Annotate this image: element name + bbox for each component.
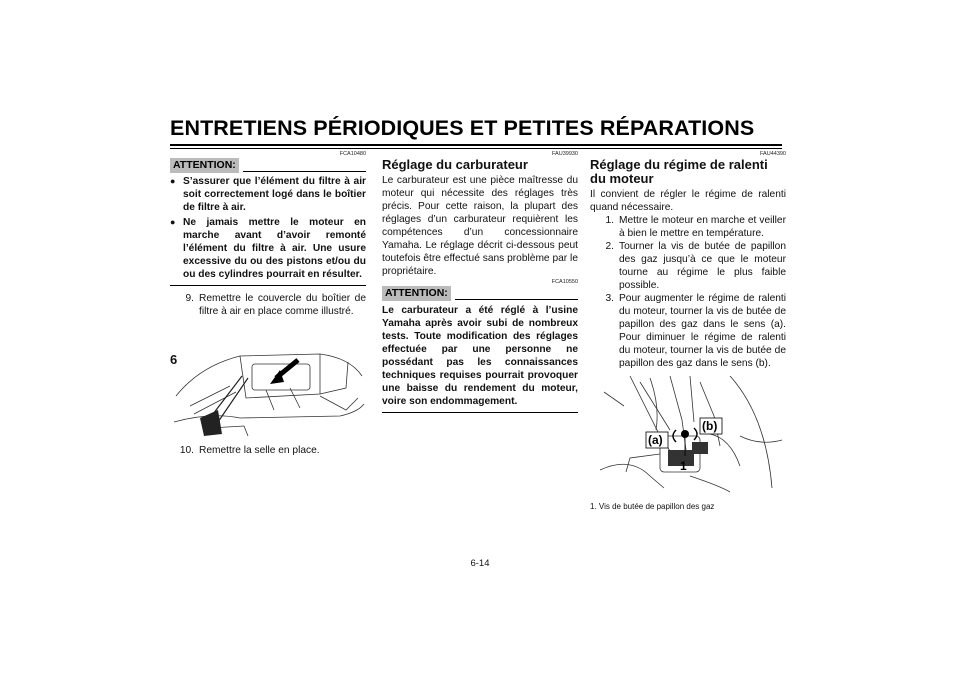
bullet-item <box>170 216 366 281</box>
air-filter-drawing <box>170 326 366 438</box>
direction-a-label: (a) <box>648 433 663 447</box>
page-header <box>170 116 782 149</box>
bullet-text: Ne jamais mettre le moteur en marche avant d’avoir remonté l’élément du filtre à air. Une usure excessive du ou des pistons et/ou du ou des cylindres pourrait en résulter. <box>183 217 366 280</box>
screw-icon <box>681 430 689 438</box>
attention-rule <box>243 171 366 172</box>
step-number: 2. <box>605 241 614 252</box>
attention-end-rule <box>170 285 366 286</box>
header-rule-thin <box>170 148 782 149</box>
attention-header <box>382 286 578 301</box>
section-intro: Il convient de régler le régime de ralenti quand nécessaire. <box>590 189 786 213</box>
step-text: Remettre le couvercle du boîtier de filtre à air en place comme illustré. <box>199 293 366 317</box>
reference-code: FCA10550 <box>551 279 578 285</box>
bullet-icon: ● <box>170 217 176 227</box>
step-number: 1. <box>605 215 614 226</box>
step-1 <box>590 214 786 240</box>
reference-code: FCA10480 <box>339 151 366 157</box>
step-3 <box>590 292 786 370</box>
rotate-right-arrow-icon <box>694 428 697 440</box>
step-10 <box>170 444 366 457</box>
step-number: 9. <box>185 293 194 304</box>
step-text: Pour augmenter le régime de ralenti du moteur, tourner la vis de butée de papillon des gaz dans le sens (a). Pour diminuer le régime de ralenti du moteur, tourner la vis de butée de papillon des gaz dans le sens (b). <box>619 293 786 369</box>
bullet-icon: ● <box>170 176 176 186</box>
reference-code: FAU39930 <box>552 151 578 157</box>
throttle-screw-illustration <box>590 376 786 494</box>
page-title: ENTRETIENS PÉRIODIQUES ET PETITES RÉPARATIONS <box>170 116 755 140</box>
attention-badge: ATTENTION: <box>170 158 239 173</box>
attention-rule <box>455 299 578 300</box>
attention-end-rule <box>382 412 578 413</box>
header-rule <box>170 144 782 146</box>
section-paragraph: Le carburateur est une pièce maîtresse du moteur qui nécessite des réglages très précis. Pour cette raison, la plupart des réglages d’un carburateur requièrent les compétences d’un concessionnaire Yamaha. Le réglage décrit ci-dessous peut toutefois être effectué sans problème par le propriétaire. <box>382 175 578 277</box>
air-filter-illustration <box>170 326 366 438</box>
figure-caption: 1. Vis de butée de papillon des gaz <box>590 502 715 511</box>
carburetor-drawing <box>590 376 786 494</box>
column-right <box>590 150 786 513</box>
step-9 <box>170 292 366 318</box>
callout-1-label: 1 <box>680 459 687 473</box>
attention-badge: ATTENTION: <box>382 286 451 301</box>
section-title: Réglage du carburateur <box>382 157 528 172</box>
direction-b-label: (b) <box>702 419 718 433</box>
section-title: Réglage du régime de ralenti du moteur <box>590 157 768 186</box>
step-2 <box>590 240 786 292</box>
reference-code: FAU44390 <box>760 151 786 157</box>
chapter-number: 6 <box>170 352 178 367</box>
step-text: Tourner la vis de butée de papillon des gaz jusqu’à ce que le moteur tourne au régime le plus faible possible. <box>619 241 786 291</box>
step-number: 3. <box>605 293 614 304</box>
attention-body <box>170 175 366 281</box>
attention-header <box>170 158 366 173</box>
column-middle <box>382 150 578 413</box>
attention-body: Le carburateur a été réglé à l’usine Yamaha après avoir subi de nombreux tests. Toute modification des réglages effectuée par une personne ne possédant pas les connaissances techniques requises pourrait provoquer une baisse du rendement du moteur, voire son endommagement. <box>382 305 578 407</box>
bullet-item <box>170 175 366 214</box>
step-text: Remettre la selle en place. <box>199 445 320 456</box>
bullet-text: S’assurer que l’élément du filtre à air soit correctement logé dans le boîtier de filtre à air. <box>183 176 366 213</box>
step-number: 10. <box>179 445 194 456</box>
step-text: Mettre le moteur en marche et veiller à bien le mettre en température. <box>619 215 786 239</box>
column-left <box>170 150 366 457</box>
page-number: 6-14 <box>470 558 490 569</box>
